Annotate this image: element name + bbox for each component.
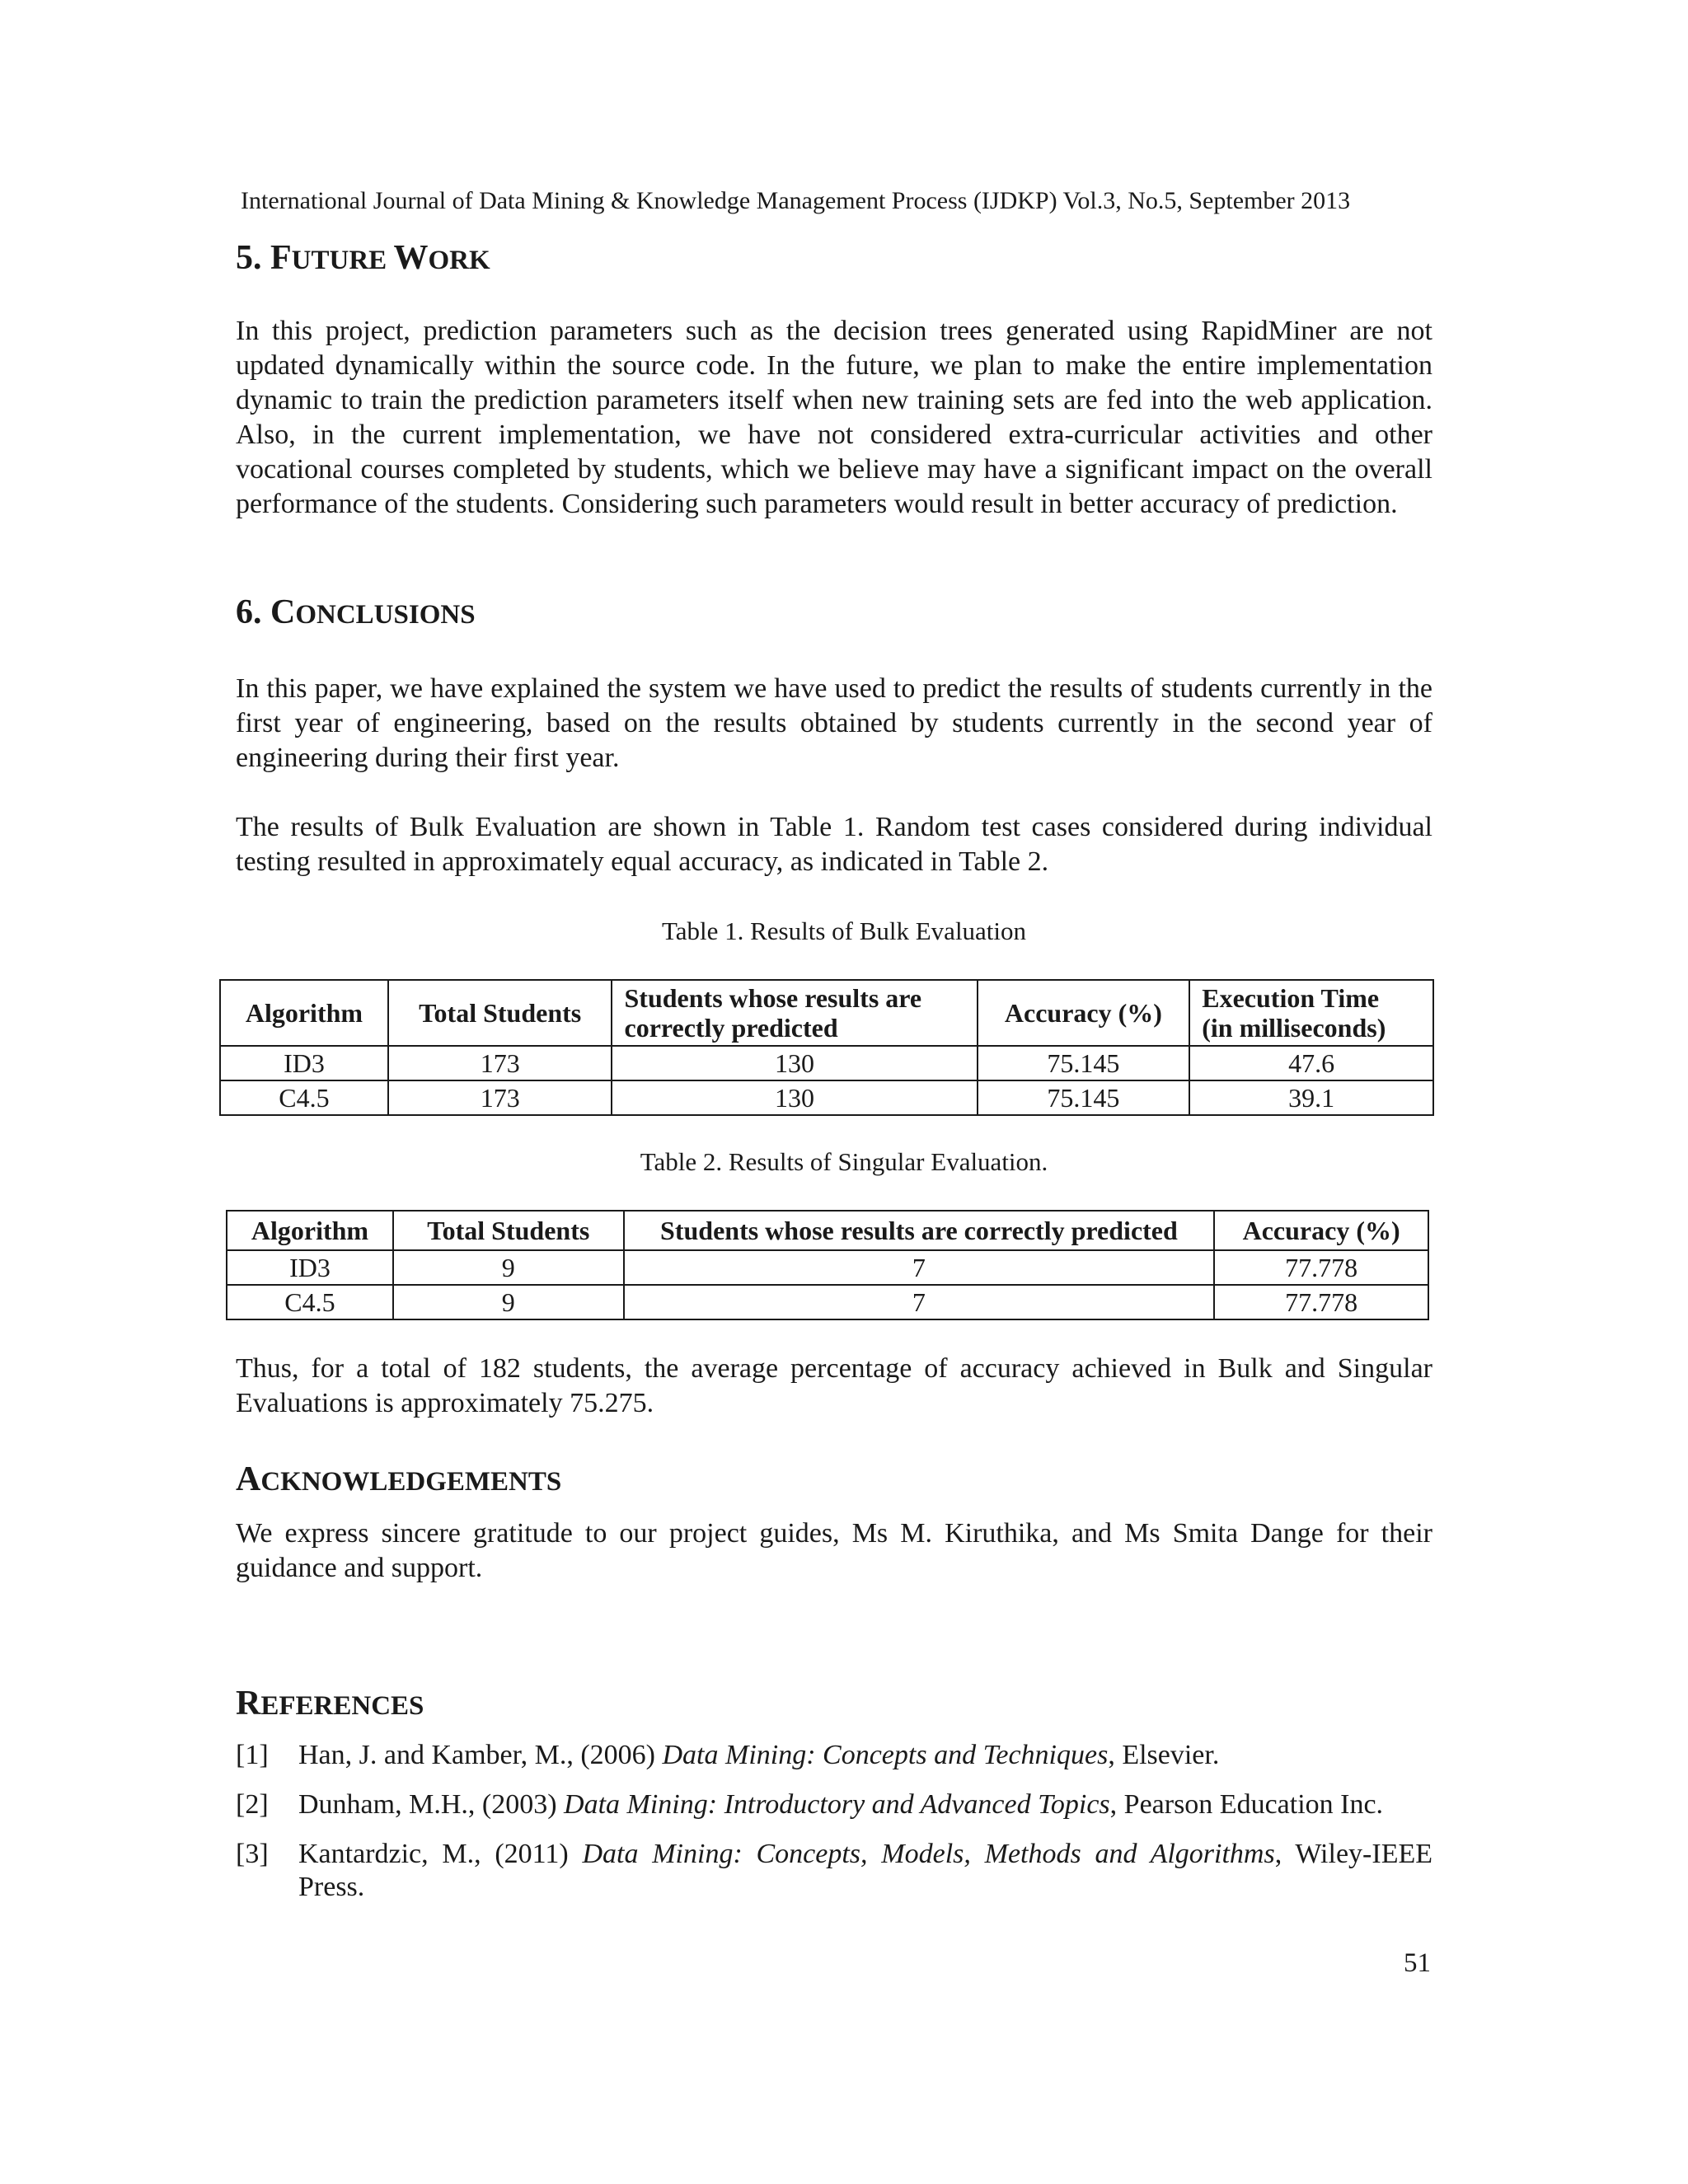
- reference-title: Data Mining: Concepts and Techniques: [662, 1740, 1109, 1770]
- table-cell: 47.6: [1189, 1046, 1433, 1080]
- running-header: International Journal of Data Mining & Knowledge Management Process (IJDKP) Vol.3, No.5, September 2013: [241, 187, 1351, 214]
- reference-text: [298, 1739, 1432, 1772]
- table-cell: C4.5: [220, 1080, 388, 1115]
- acknowledgements-heading: [236, 1459, 561, 1502]
- heading-smallcaps: CKNOWLEDGEMENTS: [260, 1467, 562, 1497]
- table-row: [227, 1285, 1428, 1319]
- reference-list: [236, 1739, 1432, 1904]
- table-cell: C4.5: [227, 1285, 393, 1319]
- header-line: Execution Time: [1202, 983, 1380, 1013]
- heading-smallcaps: EFERENCES: [260, 1691, 424, 1721]
- table-cell: 75.145: [978, 1046, 1190, 1080]
- table-cell: ID3: [227, 1250, 393, 1285]
- future-work-heading: [236, 237, 490, 281]
- heading-smallcaps: UTURE: [291, 246, 394, 275]
- table-cell: 39.1: [1189, 1080, 1433, 1115]
- reference-item: [236, 1739, 1432, 1772]
- table-cell: 75.145: [978, 1080, 1190, 1115]
- reference-title: Data Mining: Concepts, Models, Methods and Algorithms: [582, 1839, 1275, 1869]
- heading-initial: F: [270, 239, 292, 277]
- page-number: 51: [1404, 1948, 1431, 1978]
- heading-initial: W: [393, 239, 429, 277]
- reference-publisher: , Pearson Education Inc.: [1109, 1789, 1384, 1820]
- table-header-row: [220, 980, 1433, 1046]
- table-header-row: [227, 1211, 1428, 1250]
- table-row: [227, 1250, 1428, 1285]
- conclusions-paragraph-2: The results of Bulk Evaluation are shown in Table 1. Random test cases considered during individual testing resulted in approximately equal accuracy, as indicated in Table 2.: [236, 812, 1432, 877]
- reference-text: [298, 1838, 1432, 1904]
- reference-number: [3]: [236, 1839, 269, 1869]
- reference-text: [298, 1788, 1432, 1821]
- reference-title: Data Mining: Introductory and Advanced Topics: [564, 1789, 1110, 1820]
- table-cell: 130: [612, 1080, 977, 1115]
- reference-number: [1]: [236, 1740, 269, 1770]
- heading-initial: A: [236, 1460, 261, 1498]
- heading-smallcaps: ONCLUSIONS: [295, 600, 476, 630]
- section-number: 5.: [236, 239, 270, 277]
- reference-publisher: , Wiley-IEEE Press.: [298, 1839, 1432, 1902]
- table1-bulk-evaluation: [219, 979, 1434, 1116]
- table2-singular-evaluation: [226, 1210, 1429, 1320]
- heading-initial: R: [236, 1685, 261, 1722]
- heading-smallcaps: ORK: [428, 246, 490, 275]
- summary-paragraph: Thus, for a total of 182 students, the average percentage of accuracy achieved in Bulk and Singular Evaluations is approximately 75.275.: [236, 1353, 1432, 1418]
- conclusions-heading: [236, 592, 476, 635]
- header-correctly-predicted: Students whose results are correctly predicted: [624, 1211, 1215, 1250]
- table-cell: 77.778: [1214, 1285, 1428, 1319]
- reference-item: [236, 1838, 1432, 1904]
- reference-authors: Kantardzic, M., (2011): [298, 1839, 583, 1869]
- table-cell: 77.778: [1214, 1250, 1428, 1285]
- header-algorithm: Algorithm: [227, 1211, 393, 1250]
- header-algorithm: Algorithm: [220, 980, 388, 1046]
- reference-authors: Dunham, M.H., (2003): [298, 1789, 565, 1820]
- reference-number: [2]: [236, 1789, 269, 1820]
- heading-initial: C: [270, 593, 296, 631]
- table-cell: 173: [388, 1046, 612, 1080]
- header-execution-time: [1189, 980, 1433, 1046]
- table-cell: 173: [388, 1080, 612, 1115]
- header-accuracy: Accuracy (%): [978, 980, 1190, 1046]
- reference-item: [236, 1788, 1432, 1821]
- acknowledgements-paragraph: We express sincere gratitude to our project guides, Ms M. Kiruthika, and Ms Smita Dange for their guidance and support.: [236, 1518, 1432, 1583]
- references-heading: [236, 1683, 424, 1727]
- table-cell: 9: [393, 1250, 624, 1285]
- future-work-paragraph: In this project, prediction parameters such as the decision trees generated using RapidMiner are not updated dynamically within the source code. In the future, we plan to make the entire implementation dynamic to train the prediction parameters itself when new training sets are fed into the web application. Also, in the current implementation, we have not considered extra-curricular activities and other vocational courses completed by students, which we believe may have a significant impact on the overall performance of the students. Considering such parameters would result in better accuracy of prediction.: [236, 316, 1432, 519]
- table-cell: 130: [612, 1046, 977, 1080]
- header-line: Students whose results are: [624, 983, 922, 1013]
- reference-authors: Han, J. and Kamber, M., (2006): [298, 1740, 663, 1770]
- reference-publisher: , Elsevier.: [1108, 1740, 1220, 1770]
- table2-caption: Table 2. Results of Singular Evaluation.: [640, 1147, 1048, 1176]
- table-row: [220, 1080, 1433, 1115]
- header-total-students: Total Students: [393, 1211, 624, 1250]
- table-row: [220, 1046, 1433, 1080]
- table-cell: 7: [624, 1250, 1215, 1285]
- header-accuracy: Accuracy (%): [1214, 1211, 1428, 1250]
- header-line: (in milliseconds): [1202, 1013, 1386, 1043]
- header-line: correctly predicted: [624, 1013, 838, 1043]
- header-correctly-predicted: [612, 980, 977, 1046]
- section-number: 6.: [236, 593, 270, 631]
- table-cell: 7: [624, 1285, 1215, 1319]
- table-cell: ID3: [220, 1046, 388, 1080]
- table-cell: 9: [393, 1285, 624, 1319]
- header-total-students: Total Students: [388, 980, 612, 1046]
- conclusions-paragraph-1: In this paper, we have explained the system we have used to predict the results of students currently in the first year of engineering, based on the results obtained by students currently in the second year of engineering during their first year.: [236, 673, 1432, 773]
- table1-caption: Table 1. Results of Bulk Evaluation: [661, 916, 1027, 945]
